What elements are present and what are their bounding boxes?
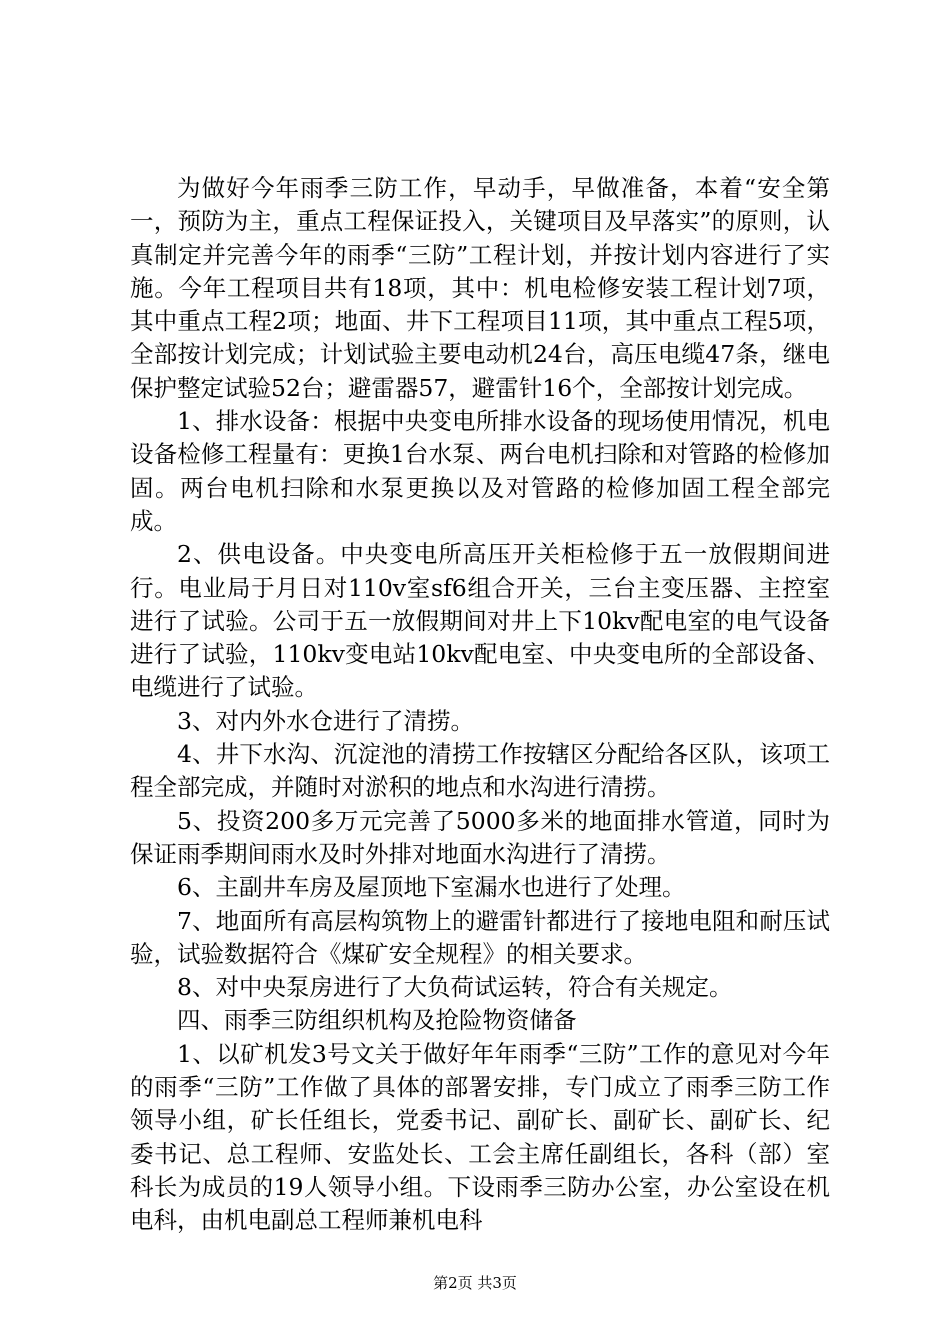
paragraph-intro: 为做好今年雨季三防工作，早动手，早做准备，本着“安全第一，预防为主，重点工程保证投入，关键项目及早落实”的原则，认真制定并完善今年的雨季“三防”工程计划，并按计划内容进行了实施。今年工程项目共有18项，其中：机电检修安装工程计划7项，其中重点工程2项；地面、井下工程项目11项，其中重点工程5项，全部按计划完成；计划试验主要电动机24台，高压电缆47条，继电保护整定试验52台；避雷器57，避雷针16个，全部按计划完成。 — [130, 174, 830, 402]
paragraph-drainage-pipe: 5、投资200多万元完善了5000多米的地面排水管道，同时为保证雨季期间雨水及时外排对地面水沟进行了清捞。 — [130, 806, 830, 868]
paragraph-lightning-test: 7、地面所有高层构筑物上的避雷针都进行了接地电阻和耐压试验，试验数据符合《煤矿安全规程》的相关要求。 — [130, 906, 830, 968]
paragraph-leadership-group: 1、以矿机发3号文关于做好年年雨季“三防”工作的意见对今年的雨季“三防”工作做了具体的部署安排，专门成立了雨季三防工作领导小组，矿长任组长，党委书记、副矿长、副矿长、副矿长、纪委书记、总工程师、安监处长、工会主席任副组长，各科（部）室科长为成员的19人领导小组。下设雨季三防办公室，办公室设在机电科，由机电副总工程师兼机电科 — [130, 1039, 830, 1235]
paragraph-leak-repair: 6、主副井车房及屋顶地下室漏水也进行了处理。 — [177, 873, 686, 902]
paragraph-power-supply: 2、供电设备。中央变电所高压开关柜检修于五一放假期间进行。电业局于月日对110v室sf6组合开关，三台主变压器、主控室进行了试验。公司于五一放假期间对井上下10kv配电室的电气设备进行了试验，110kv变电站10kv配电室、中央变电所的全部设备、电缆进行了试验。 — [130, 540, 830, 702]
document-body — [130, 172, 830, 1238]
paragraph-ditch-cleaning: 4、井下水沟、沉淀池的清捞工作按辖区分配给各区队，该项工程全部完成，并随时对淤积的地点和水沟进行清捞。 — [130, 740, 830, 802]
section-heading-organization: 四、雨季三防组织机构及抢险物资储备 — [177, 1006, 577, 1035]
page-footer: 第2页 共3页 — [433, 1274, 517, 1292]
paragraph-water-sump: 3、对内外水仓进行了清捞。 — [177, 706, 474, 735]
paragraph-pump-test: 8、对中央泵房进行了大负荷试运转，符合有关规定。 — [177, 973, 733, 1002]
paragraph-drainage-equipment: 1、排水设备：根据中央变电所排水设备的现场使用情况，机电设备检修工程量有：更换1台水泵、两台电机扫除和对管路的检修加固。两台电机扫除和水泵更换以及对管路的检修加固工程全部完成。 — [130, 407, 830, 535]
